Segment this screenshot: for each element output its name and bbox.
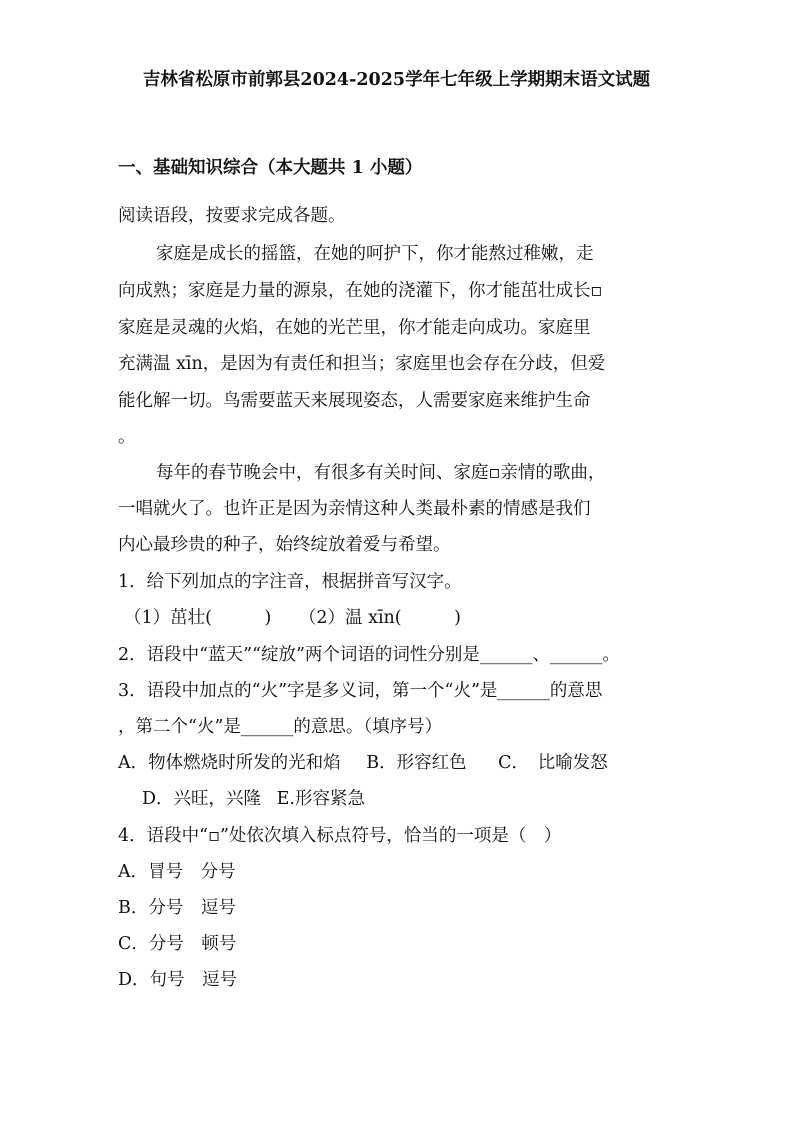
- question-3: 3．语段中加点的“火”字是多义词，第一个“火”是______的意思: [118, 681, 603, 701]
- question-2: 2．语段中“蓝天”“绽放”两个词语的词性分别是______、______。: [118, 645, 620, 665]
- passage-line: 向成熟；家庭是力量的源泉，在她的浇灌下，你才能茁壮成长▫: [118, 281, 603, 301]
- option-a: A．物体燃烧时所发的光和焰: [118, 753, 341, 773]
- question-4: 4．语段中“▫”处依次填入标点符号，恰当的一项是（ ）: [118, 826, 562, 846]
- option-b: B．形容红色: [366, 753, 467, 773]
- passage-line: 家庭是成长的摇篮，在她的呵护下，你才能熬过稚嫩，走: [156, 244, 594, 264]
- question-3-continued: ，第二个“火”是______的意思。（填序号）: [118, 717, 443, 737]
- passage-line: 每年的春节晚会中，有很多有关时间、家庭▫亲情的歌曲，: [156, 463, 606, 483]
- option-d: D．句号 逗号: [118, 970, 238, 990]
- option-c: C．分号 顿号: [118, 934, 237, 954]
- passage-line: 。: [118, 427, 136, 447]
- option-e: E.形容紧急: [276, 789, 365, 809]
- option-a: A．冒号 分号: [118, 862, 236, 882]
- question-3-options: [118, 751, 678, 775]
- instruction-text: 阅读语段，按要求完成各题。: [118, 206, 346, 226]
- option-b: B．分号 逗号: [118, 898, 236, 918]
- option-c: C． 比喻发怒: [498, 753, 608, 773]
- passage-line: 内心最珍贵的种子，始终绽放着爱与希望。: [118, 535, 451, 555]
- question-1-items: [124, 606, 684, 630]
- section-heading: 一、基础知识综合（本大题共 1 小题）: [118, 158, 423, 178]
- question-1-item: （2）温 xīn( ): [298, 608, 461, 628]
- page-title: 吉林省松原市前郭县2024-2025学年七年级上学期期末语文试题: [142, 70, 651, 90]
- question-1-item: （1）茁壮( ): [124, 608, 272, 628]
- passage-line: 一唱就火了。也许正是因为亲情这种人类最朴素的情感是我们: [118, 499, 591, 519]
- question-1: 1．给下列加点的字注音，根据拼音写汉字。: [118, 572, 462, 592]
- passage-line: 能化解一切。鸟需要蓝天来展现姿态，人需要家庭来维护生命: [118, 391, 591, 411]
- question-3-options: [142, 787, 702, 811]
- option-d: D．兴旺，兴隆: [142, 789, 262, 809]
- passage-line: 充满温 xīn，是因为有责任和担当；家庭里也会存在分歧，但爱: [118, 354, 606, 374]
- passage-line: 家庭是灵魂的火焰，在她的光芒里，你才能走向成功。家庭里: [118, 318, 591, 338]
